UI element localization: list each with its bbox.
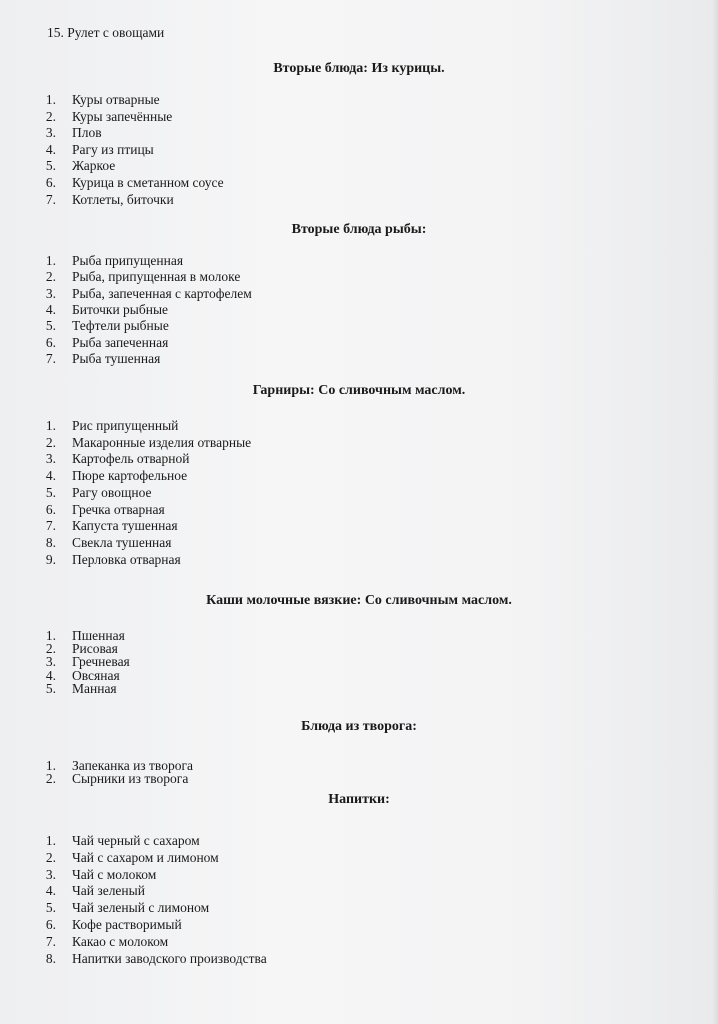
list-item: Макаронные изделия отварные: [72, 435, 252, 450]
list-item: Свекла тушенная: [72, 535, 172, 550]
list-number: 1.: [45, 253, 56, 268]
list-number: 6.: [45, 175, 56, 190]
list-number: 3.: [45, 286, 56, 301]
list-item: Перловка отварная: [72, 552, 181, 567]
list-item: Курица в сметанном соусе: [72, 175, 224, 190]
list-item: Капуста тушенная: [72, 518, 178, 533]
list-item: Рыба запеченная: [72, 335, 169, 350]
list-item: Чай зеленый: [72, 883, 145, 898]
list-number: 2.: [45, 641, 56, 656]
list-number: 5.: [45, 681, 56, 696]
section-heading: Гарниры: Со сливочным маслом.: [252, 383, 466, 398]
section-heading: Вторые блюда: Из курицы.: [273, 61, 445, 76]
list-item: Рыба припущенная: [72, 253, 184, 268]
list-number: 2.: [45, 771, 56, 786]
list-item: Манная: [72, 681, 117, 696]
list-number: 1.: [45, 833, 56, 848]
list-item: Сырники из творога: [72, 771, 189, 786]
list-item: Куры отварные: [72, 92, 160, 107]
list-number: 4.: [45, 468, 56, 483]
list-number: 5.: [45, 485, 56, 500]
list-item: Рагу из птицы: [72, 142, 154, 157]
list-item: Запеканка из творога: [72, 758, 193, 773]
list-number: 1.: [45, 758, 56, 773]
list-item: Жаркое: [72, 158, 116, 173]
list-number: 6.: [45, 502, 56, 517]
list-number: 3.: [45, 451, 56, 466]
list-item: Какао с молоком: [72, 934, 169, 949]
list-item: Пюре картофельное: [72, 468, 188, 483]
list-item: Чай зеленый с лимоном: [72, 900, 210, 915]
list-item: Чай черный с сахаром: [72, 833, 200, 848]
list-item: Котлеты, биточки: [72, 192, 174, 207]
list-item: Рис припущенный: [72, 418, 179, 433]
list-number: 4.: [45, 668, 56, 683]
list-item: Куры запечённые: [72, 109, 173, 124]
list-number: 7.: [45, 934, 56, 949]
list-item: Гречка отварная: [72, 502, 165, 517]
list-item: Рыба, запеченная с картофелем: [72, 286, 252, 301]
section-heading: Вторые блюда рыбы:: [291, 222, 427, 237]
list-number: 2.: [45, 435, 56, 450]
top-list-item: 15. Рулет с овощами: [47, 25, 165, 40]
list-number: 3.: [45, 654, 56, 669]
list-item: Пшенная: [72, 628, 125, 643]
list-number: 3.: [45, 125, 56, 140]
list-item: Рисовая: [72, 641, 118, 656]
list-number: 8.: [45, 535, 56, 550]
list-item: Тефтели рыбные: [72, 318, 169, 333]
list-number: 5.: [45, 318, 56, 333]
list-number: 5.: [45, 158, 56, 173]
list-item: Рыба тушенная: [72, 351, 161, 366]
list-item: Чай с сахаром и лимоном: [72, 850, 219, 865]
list-number: 2.: [45, 850, 56, 865]
list-number: 1.: [45, 418, 56, 433]
list-item: Гречневая: [72, 654, 130, 669]
list-number: 6.: [45, 917, 56, 932]
list-item: Напитки заводского производства: [72, 951, 267, 966]
list-number: 8.: [45, 951, 56, 966]
section-heading: Напитки:: [328, 792, 390, 807]
list-item: Чай с молоком: [72, 867, 157, 882]
page-edge-shadow: [712, 0, 718, 1024]
list-item: Овсяная: [72, 668, 120, 683]
list-number: 2.: [45, 109, 56, 124]
list-item: Кофе растворимый: [72, 917, 182, 932]
list-item: Плов: [72, 125, 102, 140]
list-number: 7.: [45, 351, 56, 366]
list-item: Рагу овощное: [72, 485, 152, 500]
section-heading: Блюда из творога:: [301, 719, 417, 734]
list-number: 4.: [45, 142, 56, 157]
list-number: 7.: [45, 518, 56, 533]
list-item: Рыба, припущенная в молоке: [72, 269, 241, 284]
list-item: Картофель отварной: [72, 451, 190, 466]
list-number: 6.: [45, 335, 56, 350]
list-number: 1.: [45, 628, 56, 643]
list-number: 2.: [45, 269, 56, 284]
list-number: 5.: [45, 900, 56, 915]
list-number: 4.: [45, 302, 56, 317]
section-heading: Каши молочные вязкие: Со сливочным маслом.: [206, 593, 512, 608]
list-item: Биточки рыбные: [72, 302, 169, 317]
list-number: 9.: [45, 552, 56, 567]
list-number: 4.: [45, 883, 56, 898]
list-number: 7.: [45, 192, 56, 207]
list-number: 3.: [45, 867, 56, 882]
list-number: 1.: [45, 92, 56, 107]
